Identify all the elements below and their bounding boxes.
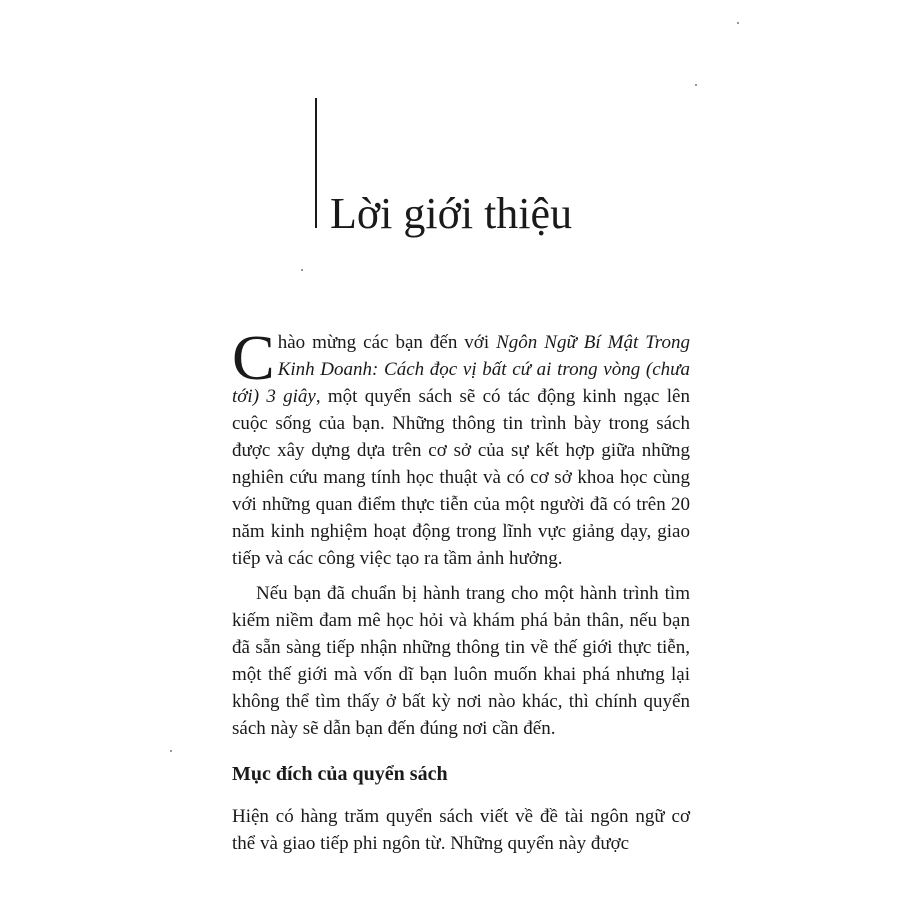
scan-speck — [737, 22, 739, 24]
intro-paragraph-1 — [232, 322, 690, 572]
chapter-title: Lời giới thiệu — [330, 189, 573, 238]
intro-body — [232, 322, 690, 742]
intro-p1-lead: hào mừng các bạn đến với — [277, 332, 497, 353]
intro-p1-rest: , một quyển sách sẽ có tác động kinh ngạc lên cuộc sống của bạn. Những thông tin trình bày trong sách được xây dựng dựa trên cơ sở của sự kết hợp giữa những nghiên cứu mang tính học thuật và có cơ sở khoa học cùng với những quan điểm thực tiễn của một người đã có trên 20 năm kinh nghiệm hoạt động trong lĩnh vực giảng dạy, giao tiếp và các công việc tạo ra tầm ảnh hưởng. — [232, 386, 690, 569]
book-title-italic: Ngôn Ngữ Bí Mật Trong Kinh Doanh: Cách đọc vị bất cứ ai trong vòng (chưa tới) 3 giây — [232, 332, 690, 407]
scan-speck — [170, 750, 172, 752]
scan-speck — [695, 84, 697, 86]
scan-speck — [301, 269, 303, 271]
intro-paragraph-2: Nếu bạn đã chuẩn bị hành trang cho một hành trình tìm kiếm niềm đam mê học hỏi và khám phá bản thân, nếu bạn đã sẵn sàng tiếp nhận những thông tin về thế giới thực tiễn, một thế giới mà vốn dĩ bạn luôn muốn khai phá nhưng lại không thể tìm thấy ở bất kỳ nơi nào khác, thì chính quyển sách này sẽ dẫn bạn đến đúng nơi cần đến. — [232, 583, 690, 739]
section-paragraph: Hiện có hàng trăm quyển sách viết về đề tài ngôn ngữ cơ thể và giao tiếp phi ngôn từ. Những quyển này được — [232, 806, 690, 854]
chapter-vertical-rule — [315, 98, 317, 228]
drop-cap: C — [232, 322, 275, 393]
section-heading: Mục đích của quyển sách — [232, 763, 448, 785]
